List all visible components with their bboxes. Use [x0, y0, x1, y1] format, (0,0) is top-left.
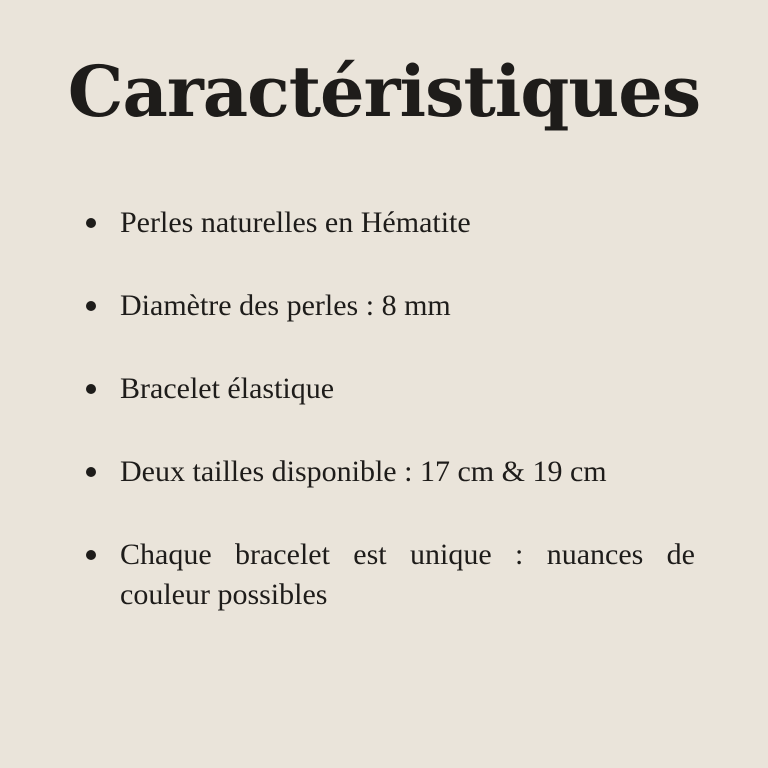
list-item: [86, 535, 768, 615]
feature-text: Perles naturelles en Hématite: [120, 205, 471, 239]
feature-text: Diamètre des perles : 8 mm: [120, 288, 451, 322]
page-title: Caractéristiques: [67, 50, 701, 133]
list-item: [86, 452, 768, 492]
bullet-icon: [86, 301, 96, 311]
feature-text: Bracelet élastique: [120, 371, 335, 405]
bullet-icon: [86, 384, 96, 394]
bullet-icon: [86, 550, 96, 560]
list-item: [86, 369, 768, 409]
list-item: [86, 203, 768, 243]
feature-text: Chaque bracelet est unique : nuances de couleur possibles: [120, 538, 695, 612]
list-item: [86, 286, 768, 326]
feature-text: Deux tailles disponible : 17 cm & 19 cm: [120, 455, 607, 489]
features-list: [0, 203, 768, 616]
bullet-icon: [86, 218, 96, 228]
bullet-icon: [86, 467, 96, 477]
